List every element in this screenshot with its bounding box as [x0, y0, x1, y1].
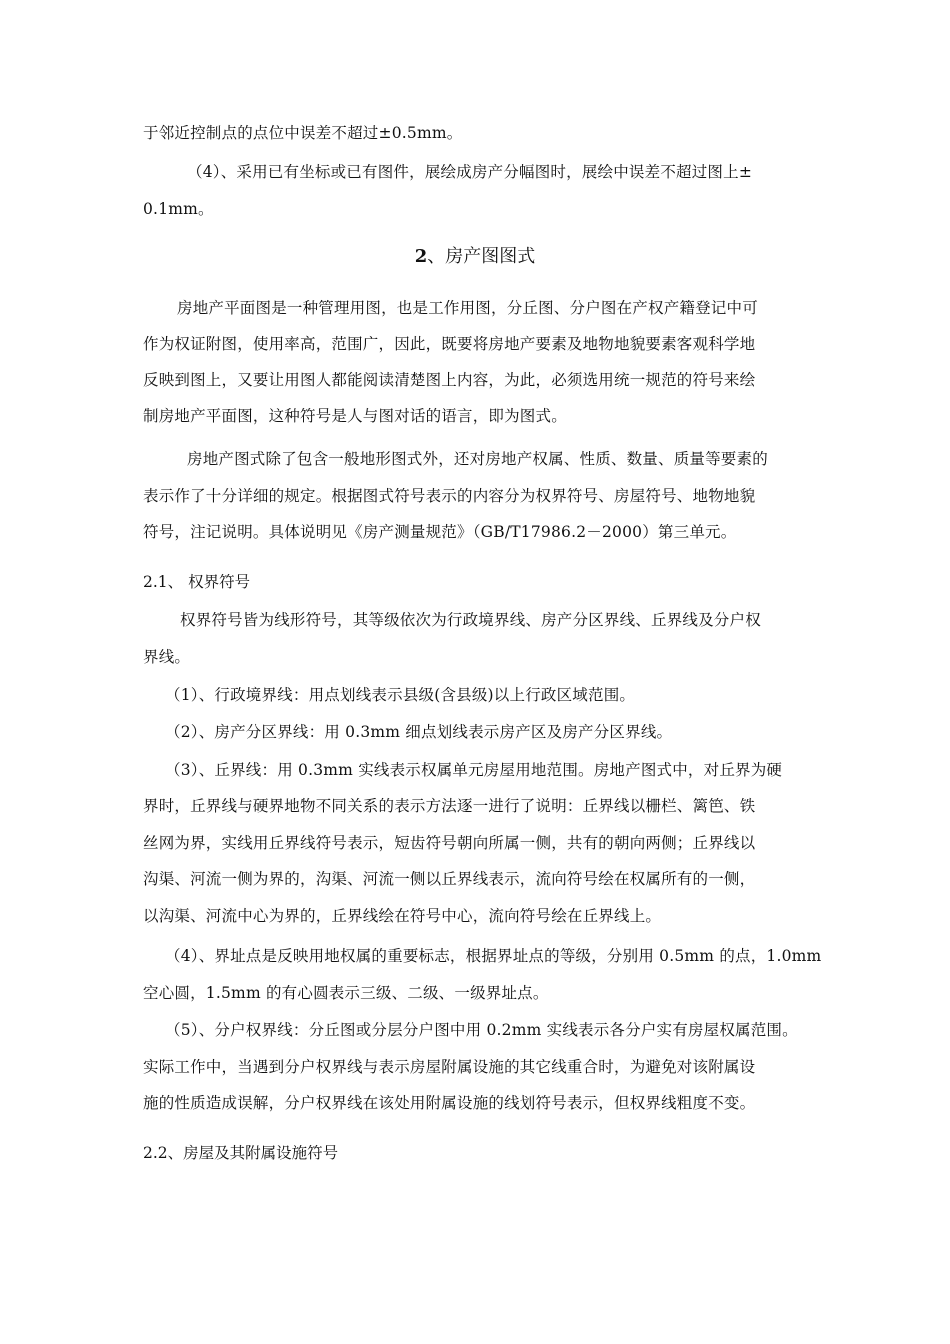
- text-line: （1）、行政境界线：用点划线表示县级(含县级)以上行政区域范围。: [165, 686, 636, 704]
- text-line: 实际工作中，当遇到分户权界线与表示房屋附属设施的其它线重合时，为避免对该附属设: [143, 1058, 756, 1076]
- text-line: 丝网为界，实线用丘界线符号表示，短齿符号朝向所属一侧，共有的朝向两侧；丘界线以: [143, 834, 756, 852]
- text-line: 表示作了十分详细的规定。根据图式符号表示的内容分为权界符号、房屋符号、地物地貌: [143, 487, 756, 505]
- text-line: 作为权证附图，使用率高，范围广，因此，既要将房地产要素及地物地貌要素客观科学地: [143, 335, 756, 353]
- text-line: （2）、房产分区界线：用 0.3mm 细点划线表示房产区及房产分区界线。: [165, 723, 673, 741]
- text-line: 0.1mm。: [143, 200, 214, 218]
- section-heading-number: 2: [414, 246, 428, 267]
- text-line: （4）、界址点是反映用地权属的重要标志，根据界址点的等级，分别用 0.5mm 的点，1.0mm: [165, 947, 822, 965]
- text-line: （3）、丘界线：用 0.3mm 实线表示权属单元房屋用地范围。房地产图式中，对丘界为硬: [165, 761, 783, 779]
- text-line: 空心圆，1.5mm 的有心圆表示三级、二级、一级界址点。: [143, 984, 549, 1002]
- text-line: 权界符号皆为线形符号，其等级依次为行政境界线、房产分区界线、丘界线及分户权: [180, 611, 761, 629]
- text-line: （4）、采用已有坐标或已有图件，展绘成房产分幅图时，展绘中误差不超过图上±: [187, 163, 753, 181]
- text-line: 符号，注记说明。具体说明见《房产测量规范》（GB/T17986.2－2000）第三单元。: [143, 523, 737, 541]
- text-line: 制房地产平面图，这种符号是人与图对话的语言，即为图式。: [143, 407, 567, 425]
- text-line: 施的性质造成误解，分户权界线在该处用附属设施的线划符号表示，但权界线粗度不变。: [143, 1094, 756, 1112]
- subsection-heading: 2.1、 权界符号: [143, 573, 251, 591]
- text-line: 沟渠、河流一侧为界的，沟渠、河流一侧以丘界线表示，流向符号绘在权属所有的一侧，: [143, 870, 756, 888]
- text-line: 于邻近控制点的点位中误差不超过±0.5mm。: [143, 124, 463, 142]
- text-line: 房地产图式除了包含一般地形图式外，还对房地产权属、性质、数量、质量等要素的: [187, 450, 768, 468]
- text-line: 界线。: [143, 648, 191, 666]
- text-line: 界时，丘界线与硬界地物不同关系的表示方法逐一进行了说明：丘界线以栅栏、篱笆、铁: [143, 797, 756, 815]
- text-line: 反映到图上，又要让用图人都能阅读清楚图上内容，为此，必须选用统一规范的符号来绘: [143, 371, 756, 389]
- section-heading-text: 、房产图图式: [427, 246, 536, 267]
- text-line: （5）、分户权界线：分丘图或分层分户图中用 0.2mm 实线表示各分户实有房屋权属范围。: [165, 1021, 798, 1039]
- section-heading: [0, 246, 950, 268]
- subsection-heading: 2.2、房屋及其附属设施符号: [143, 1144, 339, 1162]
- text-line: 以沟渠、河流中心为界的，丘界线绘在符号中心，流向符号绘在丘界线上。: [143, 907, 662, 925]
- text-line: 房地产平面图是一种管理用图，也是工作用图，分丘图、分户图在产权产籍登记中可: [177, 299, 758, 317]
